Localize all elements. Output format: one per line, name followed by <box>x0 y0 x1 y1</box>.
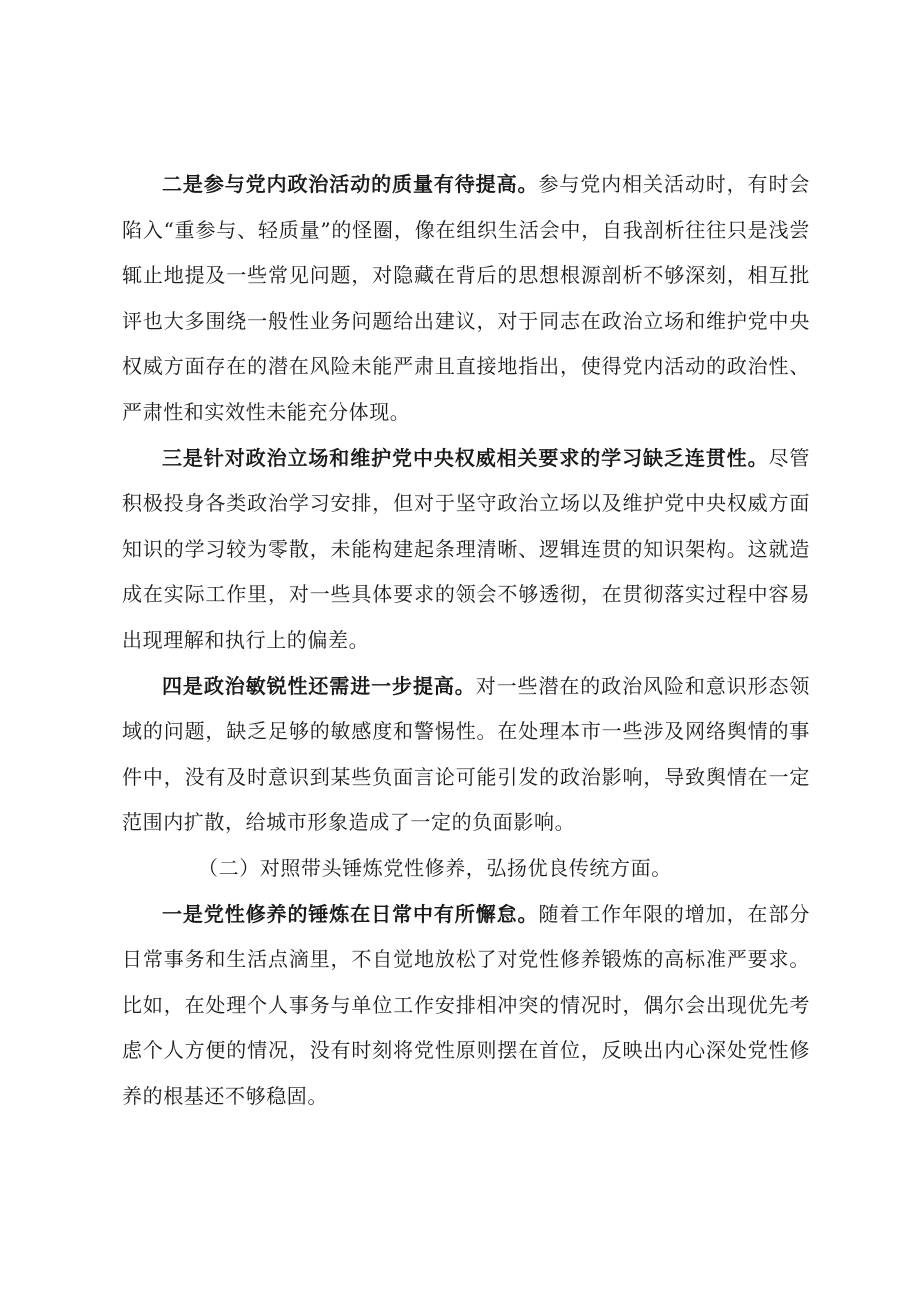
paragraph-text: 尽管积极投身各类政治学习安排，但对于坚守政治立场以及维护党中央权威方面知识的学习较为零散，未能构建起条理清晰、逻辑连贯的知识架构。这就造成在实际工作里，对一些具体要求的领会不够透彻，在贯彻落实过程中容易出现理解和执行上的偏差。 <box>122 445 810 652</box>
document-body <box>122 162 810 1119</box>
paragraph-text: 随着工作年限的增加，在部分日常事务和生活点滴里，不自觉地放松了对党性修养锻炼的高标准严要求。比如，在处理个人事务与单位工作安排相冲突的情况时，偶尔会出现优先考虑个人方便的情况，没有时刻将党性原则摆在首位，反映出内心深处党性修养的根基还不够稳固。 <box>122 901 810 1108</box>
paragraph-lead: 二是参与党内政治活动的质量有待提高。 <box>162 172 539 196</box>
paragraph-text: 对一些潜在的政治风险和意识形态领域的问题，缺乏足够的敏感度和警惕性。在处理本市一些涉及网络舆情的事件中，没有及时意识到某些负面言论可能引发的政治影响，导致舆情在一定范围内扩散，给城市形象造成了一定的负面影响。 <box>122 673 810 835</box>
paragraph-learning-continuity <box>122 436 810 664</box>
paragraph-political-activities <box>122 162 810 436</box>
paragraph-party-spirit-cultivation <box>122 892 810 1120</box>
section-heading: （二）对照带头锤炼党性修养，弘扬优良传统方面。 <box>198 855 672 880</box>
paragraph-lead: 四是政治敏锐性还需进一步提高。 <box>162 673 476 698</box>
paragraph-lead: 三是针对政治立场和维护党中央权威相关要求的学习缺乏连贯性。 <box>162 445 769 470</box>
paragraph-political-sensitivity <box>122 664 810 846</box>
paragraph-text: 参与党内相关活动时，有时会陷入“重参与、轻质量”的怪圈，像在组织生活会中，自我剖析往往只是浅尝辄止地提及一些常见问题，对隐藏在背后的思想根源剖析不够深刻，相互批评也大多围绕一般性业务问题给出建议，对于同志在政治立场和维护党中央权威方面存在的潜在风险未能严肃且直接地指出，使得党内活动的政治性、严肃性和实效性未能充分体现。 <box>122 172 810 424</box>
paragraph-lead: 一是党性修养的锤炼在日常中有所懈怠。 <box>162 901 539 926</box>
